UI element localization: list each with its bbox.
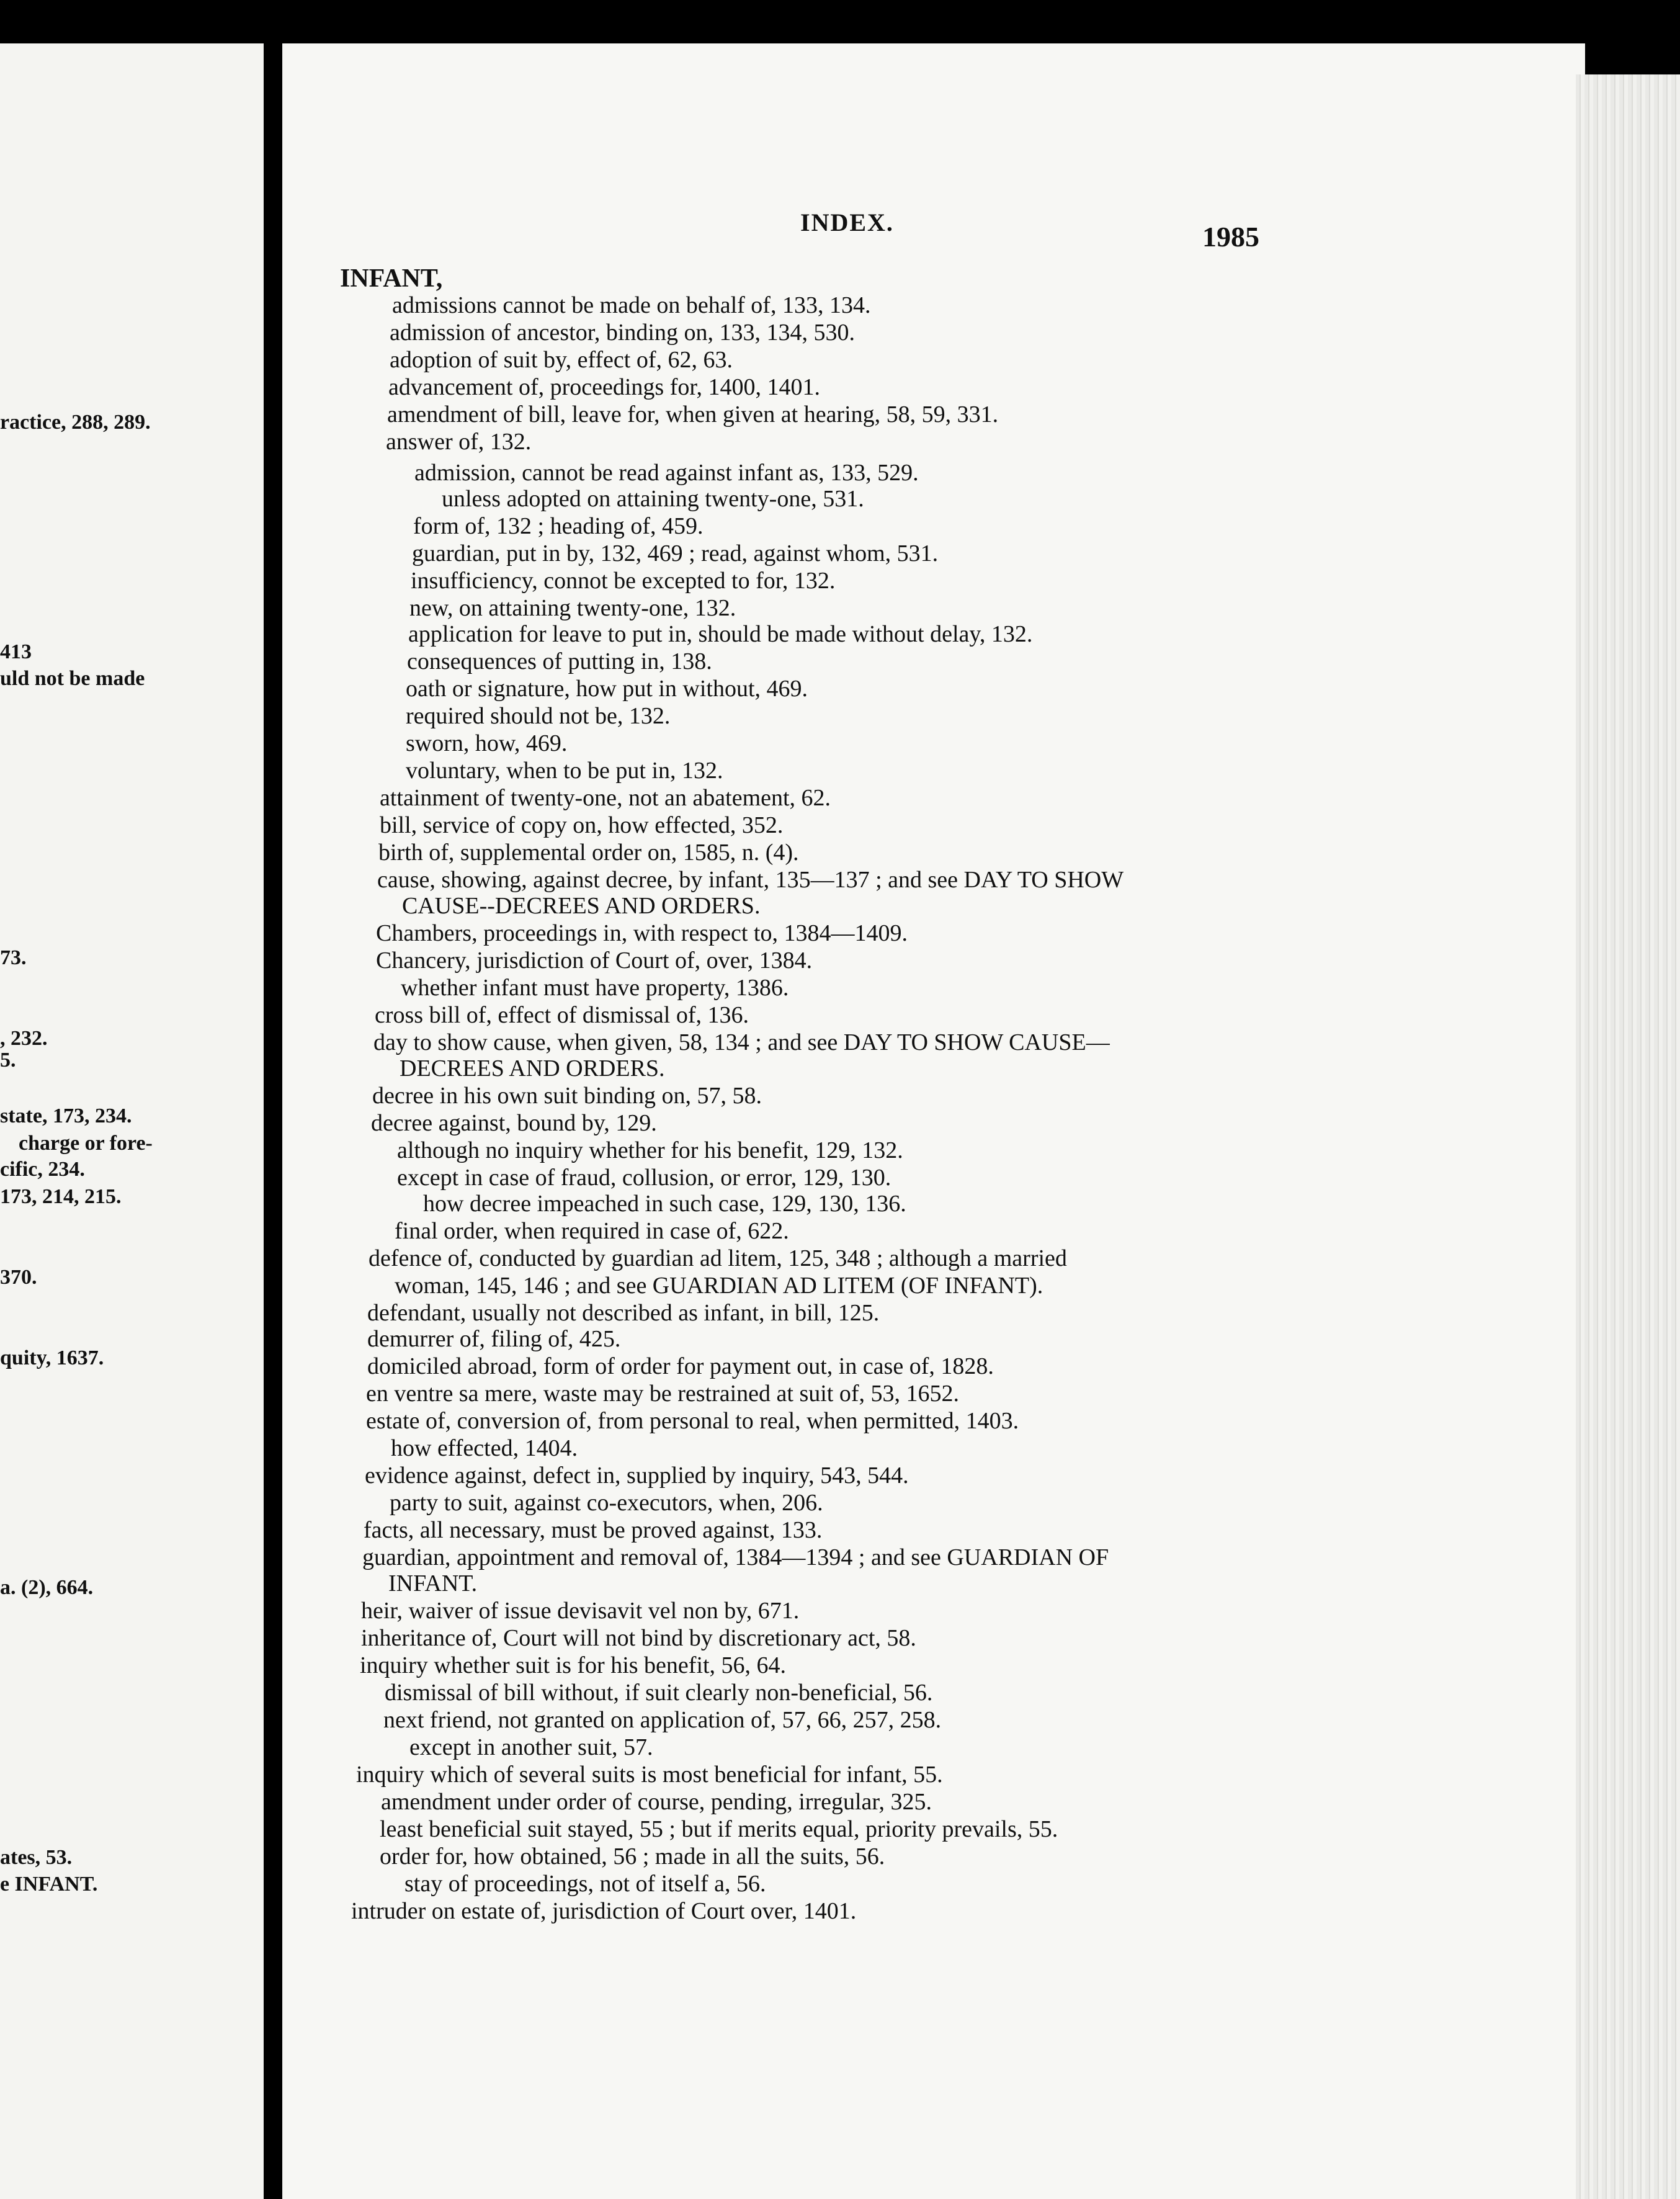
facing-page-fragment: uld not be made	[0, 667, 145, 690]
index-entry-continuation: DECREES AND ORDERS.	[400, 1055, 665, 1082]
index-entry: defendant, usually not described as infant, in bill, 125.	[367, 1300, 880, 1326]
running-head: INDEX.	[800, 208, 894, 236]
index-heading: INFANT,	[340, 264, 443, 293]
index-subentry: party to suit, against co-executors, when, 206.	[390, 1490, 823, 1516]
index-entry: evidence against, defect in, supplied by inquiry, 543, 544.	[365, 1462, 909, 1489]
index-entry: guardian, appointment and removal of, 1384—1394 ; and see GUARDIAN OF	[362, 1544, 1109, 1570]
facing-page-fragment: cific, 234.	[0, 1158, 85, 1181]
index-entry: bill, service of copy on, how effected, 352.	[380, 812, 784, 838]
facing-page-fragment: 5.	[0, 1049, 16, 1072]
index-entry-continuation: CAUSE--DECREES AND ORDERS.	[402, 893, 761, 919]
index-subentry: how effected, 1404.	[391, 1435, 578, 1461]
index-subentry: dismissal of bill without, if suit clearly non-beneficial, 56.	[385, 1680, 933, 1706]
facing-page-fragment: , 232.	[0, 1027, 48, 1050]
index-subentry: sworn, how, 469.	[406, 730, 568, 756]
index-entry: decree against, bound by, 129.	[371, 1110, 657, 1136]
index-entry: day to show cause, when given, 58, 134 ; and see DAY TO SHOW CAUSE—	[373, 1029, 1110, 1055]
index-entry: cause, showing, against decree, by infant, 135—137 ; and see DAY TO SHOW	[377, 867, 1124, 893]
index-subentry: admission, cannot be read against infant as, 133, 529.	[414, 460, 919, 486]
index-entry-continuation: woman, 145, 146 ; and see GUARDIAN AD LITEM (OF INFANT).	[395, 1273, 1043, 1299]
index-entry: intruder on estate of, jurisdiction of Court over, 1401.	[351, 1898, 857, 1924]
index-entry: attainment of twenty-one, not an abatement, 62.	[380, 785, 831, 811]
index-entry: adoption of suit by, effect of, 62, 63.	[390, 347, 733, 373]
index-subentry: guardian, put in by, 132, 469 ; read, against whom, 531.	[412, 540, 939, 567]
index-entry: advancement of, proceedings for, 1400, 1401.	[388, 374, 820, 400]
index-subentry: amendment under order of course, pending, irregular, 325.	[381, 1789, 932, 1815]
index-entry-continuation: INFANT.	[388, 1570, 478, 1597]
index-entry: decree in his own suit binding on, 57, 58.	[372, 1083, 762, 1109]
index-entry: inquiry whether suit is for his benefit, 56, 64.	[360, 1652, 787, 1678]
index-subentry: stay of proceedings, not of itself a, 56.	[404, 1871, 766, 1897]
facing-page-fragment: charge or fore-	[19, 1132, 153, 1155]
index-entry: answer of, 132.	[386, 429, 532, 455]
facing-page-fragment: 73.	[0, 946, 27, 969]
index-subentry: unless adopted on attaining twenty-one, 531.	[442, 486, 864, 512]
index-entry: estate of, conversion of, from personal to real, when permitted, 1403.	[366, 1408, 1019, 1434]
index-subentry: insufficiency, connot be excepted to for, 132.	[411, 568, 836, 594]
page-number: 1985	[1202, 221, 1259, 253]
index-entry: amendment of bill, leave for, when given at hearing, 58, 59, 331.	[387, 401, 999, 428]
facing-page-fragment: ractice, 288, 289.	[0, 411, 151, 434]
index-subentry: new, on attaining twenty-one, 132.	[409, 595, 736, 621]
index-entry: heir, waiver of issue devisavit vel non by, 671.	[361, 1598, 800, 1624]
index-subentry: required should not be, 132.	[406, 703, 671, 729]
index-subentry: oath or signature, how put in without, 469.	[406, 676, 808, 702]
facing-page-fragment: ates, 53.	[0, 1846, 73, 1869]
index-subentry: least beneficial suit stayed, 55 ; but if merits equal, priority prevails, 55.	[380, 1816, 1058, 1842]
index-entry: admissions cannot be made on behalf of, 133, 134.	[392, 292, 871, 318]
facing-page-fragment: quity, 1637.	[0, 1346, 104, 1369]
facing-page-fragment: state, 173, 234.	[0, 1104, 132, 1127]
index-subentry: except in another suit, 57.	[409, 1734, 653, 1760]
index-entry: birth of, supplemental order on, 1585, n. (4).	[378, 840, 799, 866]
index-entry: inheritance of, Court will not bind by discretionary act, 58.	[361, 1625, 916, 1651]
index-entry: domiciled abroad, form of order for payment out, in case of, 1828.	[367, 1353, 994, 1379]
index-subentry: form of, 132 ; heading of, 459.	[413, 513, 704, 539]
index-subentry: voluntary, when to be put in, 132.	[406, 758, 723, 784]
index-subentry: application for leave to put in, should be made without delay, 132.	[408, 621, 1033, 647]
facing-page-fragment: a. (2), 664.	[0, 1576, 94, 1599]
index-entry: cross bill of, effect of dismissal of, 136.	[375, 1002, 749, 1028]
index-subentry: except in case of fraud, collusion, or error, 129, 130.	[397, 1165, 891, 1191]
index-subentry: how decree impeached in such case, 129, 130, 136.	[423, 1191, 906, 1217]
facing-page-fragment: 413	[0, 640, 32, 663]
index-subentry: although no inquiry whether for his benefit, 129, 132.	[397, 1137, 903, 1163]
index-entry: Chambers, proceedings in, with respect to, 1384—1409.	[376, 920, 908, 946]
index-entry: inquiry which of several suits is most beneficial for infant, 55.	[356, 1762, 943, 1788]
index-subentry: order for, how obtained, 56 ; made in all the suits, 56.	[380, 1843, 885, 1870]
facing-page-fragment: e INFANT.	[0, 1873, 98, 1896]
index-subentry: final order, when required in case of, 622.	[395, 1218, 789, 1244]
index-subentry: consequences of putting in, 138.	[407, 648, 712, 674]
facing-page-fragment: 370.	[0, 1266, 37, 1289]
index-entry: defence of, conducted by guardian ad litem, 125, 348 ; although a married	[369, 1245, 1067, 1271]
index-entry: admission of ancestor, binding on, 133, 134, 530.	[390, 320, 855, 346]
index-entry: facts, all necessary, must be proved against, 133.	[364, 1517, 823, 1543]
facing-page-fragment: 173, 214, 215.	[0, 1185, 122, 1208]
index-entry: Chancery, jurisdiction of Court of, over, 1384.	[376, 947, 813, 974]
index-entry: demurrer of, filing of, 425.	[367, 1326, 621, 1352]
index-subentry: whether infant must have property, 1386.	[401, 975, 789, 1001]
index-entry: en ventre sa mere, waste may be restrained at suit of, 53, 1652.	[366, 1381, 960, 1407]
index-subentry: next friend, not granted on application of, 57, 66, 257, 258.	[383, 1707, 942, 1733]
